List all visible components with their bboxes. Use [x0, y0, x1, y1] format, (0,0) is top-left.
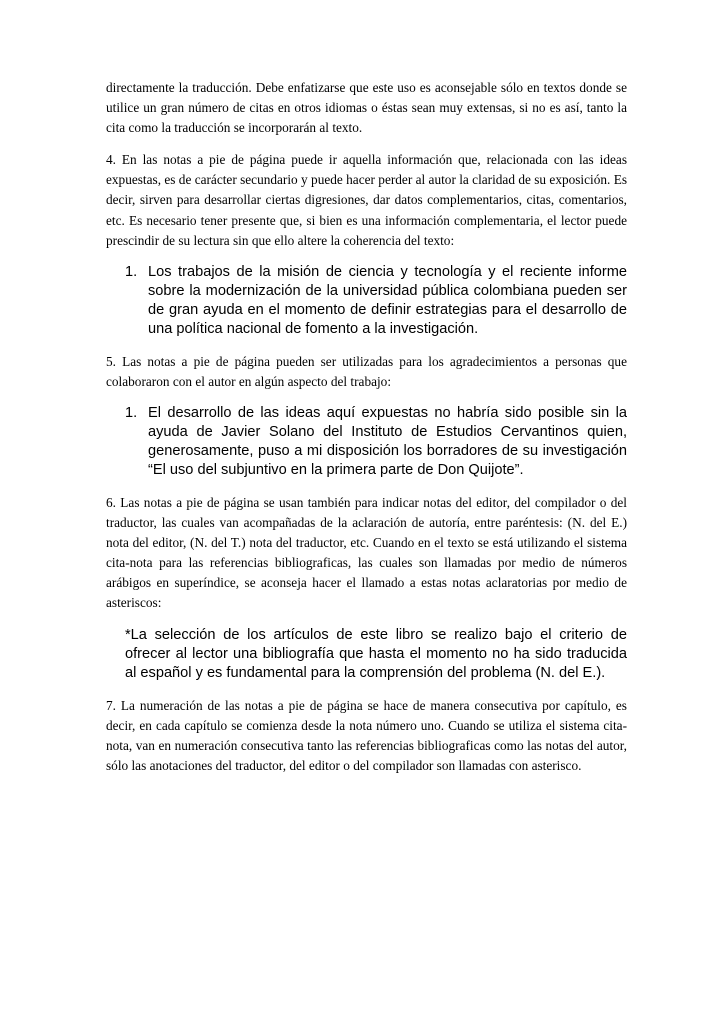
list-number: 1.: [125, 404, 138, 421]
page-content: [106, 78, 627, 788]
example-text: Los trabajos de la misión de ciencia y tecnología y el reciente informe sobre la modernización de la universidad pública colombiana pueden ser de gran ayuda en el momento de definir estrategias para el desarrollo de una política nacional de fomento a la investigación.: [148, 263, 627, 337]
example-acknowledgement-note: [106, 404, 627, 480]
paragraph-4: 4. En las notas a pie de página puede ir aquella información que, relacionada con las ideas expuestas, es de carácter secundario y puede hacer perder al autor la claridad de su exposición. Es decir, sirven para desarrollar ciertas digresiones, dar datos complementarios, citas, comentarios, etc. Es necesario tener presente que, si bien es una información complementaria, el lector puede prescindir de su lectura sin que ello altere la coherencia del texto:: [106, 152, 627, 248]
example-research-note: [106, 263, 627, 339]
example-text: El desarrollo de las ideas aquí expuestas no habría sido posible sin la ayuda de Javier Solano del Instituto de Estudios Cervantinos quien, generosamente, puso a mi disposición los borradores de su investigación “El uso del subjuntivo en la primera parte de Don Quijote”.: [148, 404, 627, 478]
paragraph-7: 7. La numeración de las notas a pie de página se hace de manera consecutiva por capítulo, es decir, en cada capítulo se comienza desde la nota número uno. Cuando se utiliza el sistema cita-nota, van en numeración consecutiva tanto las referencias bibliograficas como las notas del autor, sólo las anotaciones del traductor, del editor o del compilador son llamadas con asterisco.: [106, 697, 627, 773]
list-number: 1.: [125, 263, 138, 280]
example-editor-note: *La selección de los artículos de este libro se realizo bajo el criterio de ofrecer al lector una bibliografía que hasta el momento no ha sido traducida al español y es fundamental para la comprensión del problema (N. del E.).: [125, 626, 627, 681]
paragraph-5: 5. Las notas a pie de página pueden ser utilizadas para los agradecimientos a personas que colaboraron con el autor en algún aspecto del trabajo:: [106, 353, 627, 389]
paragraph-intro: directamente la traducción. Debe enfatizarse que este uso es aconsejable sólo en textos donde se utilice un gran número de citas en otros idiomas o éstas sean muy extensas, si no es así, tanto la cita como la traducción se incorporarán al texto.: [106, 80, 627, 136]
paragraph-6: 6. Las notas a pie de página se usan también para indicar notas del editor, del compilador o del traductor, las cuales van acompañadas de la aclaración de autoría, entre paréntesis: (N. del E.) nota del editor, (N. del T.) nota del traductor, etc. Cuando en el texto se está utilizando el sistema cita-nota para las referencias bibliograficas, las cuales son llamadas por medio de números arábigos en superíndice, se aconseja hacer el llamado a estas notas aclaratorias por medio de asteriscos:: [106, 494, 627, 611]
